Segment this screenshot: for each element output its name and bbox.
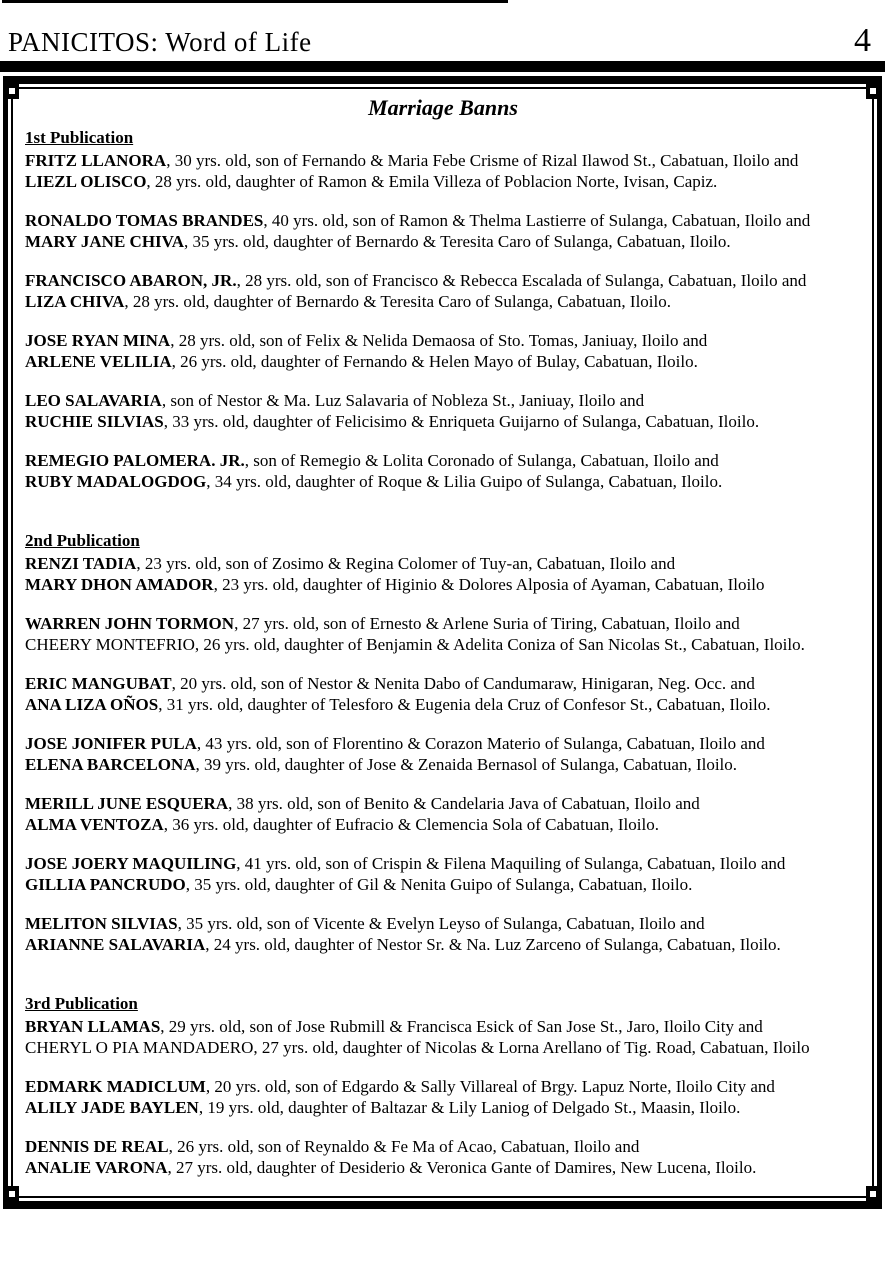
entry-detail: , 20 yrs. old, son of Edgardo & Sally Villareal of Brgy. Lapuz Norte, Iloilo City and: [205, 1077, 775, 1096]
section-heading: 2nd Publication: [25, 531, 140, 550]
banns-entry: [16, 853, 870, 895]
person-name: REMEGIO PALOMERA. JR.: [25, 451, 245, 470]
person-name: ALMA VENTOZA: [25, 815, 164, 834]
entry-line: [16, 553, 870, 574]
person-name: JOSE RYAN MINA: [25, 331, 171, 350]
entry-detail: , 26 yrs. old, daughter of Benjamin & Adelita Coniza of San Nicolas St., Cabatuan, Iloilo.: [194, 635, 805, 654]
banns-entry: [16, 613, 870, 655]
person-name: ARLENE VELILIA: [25, 352, 172, 371]
person-name: MELITON SILVIAS: [25, 914, 178, 933]
frame-corner-notch: [870, 1191, 876, 1197]
entry-detail: , 24 yrs. old, daughter of Nestor Sr. & Na. Luz Zarceno of Sulanga, Cabatuan, Iloilo.: [205, 935, 781, 954]
person-name: ELENA BARCELONA: [25, 755, 196, 774]
person-name: CHEERY MONTEFRIO: [25, 635, 195, 654]
entry-line: [16, 694, 870, 715]
entry-detail: , 43 yrs. old, son of Florentino & Corazon Materio of Sulanga, Cabatuan, Iloilo and: [196, 734, 765, 753]
person-name: ANA LIZA OÑOS: [25, 695, 159, 714]
marriage-banns-frame: [3, 76, 882, 1209]
entry-line: [16, 150, 870, 171]
person-name: FRITZ LLANORA: [25, 151, 167, 170]
entry-line: [16, 171, 870, 192]
banns-entry: [16, 450, 870, 492]
entry-line: [16, 793, 870, 814]
entry-line: [16, 913, 870, 934]
entry-line: [16, 231, 870, 252]
person-name: MERILL JUNE ESQUERA: [25, 794, 229, 813]
entry-line: [16, 1136, 870, 1157]
banns-entry: [16, 270, 870, 312]
entry-line: [16, 853, 870, 874]
person-name: LIZA CHIVA: [25, 292, 125, 311]
header-rule: [0, 61, 885, 72]
newsletter-title: PANICITOS: Word of Life: [8, 27, 312, 57]
entry-detail: , 33 yrs. old, daughter of Felicisimo & Enriqueta Guijarno of Sulanga, Cabatuan, Iloilo.: [163, 412, 760, 431]
entry-detail: , 27 yrs. old, daughter of Desiderio & Veronica Gante of Damires, New Lucena, Iloilo.: [167, 1158, 757, 1177]
entry-line: [16, 351, 870, 372]
banns-entry: [16, 1076, 870, 1118]
entry-detail: , 31 yrs. old, daughter of Telesforo & Eugenia dela Cruz of Confesor St., Cabatuan, Iloilo.: [158, 695, 771, 714]
person-name: WARREN JOHN TORMON: [25, 614, 235, 633]
publication-section: [16, 993, 870, 1178]
entry-detail: , 27 yrs. old, son of Ernesto & Arlene Suria of Tiring, Cabatuan, Iloilo and: [234, 614, 740, 633]
page-number: 4: [854, 22, 871, 59]
banns-entry: [16, 150, 870, 192]
entry-detail: , 28 yrs. old, daughter of Bernardo & Teresita Caro of Sulanga, Cabatuan, Iloilo.: [124, 292, 671, 311]
banns-entry: [16, 330, 870, 372]
banns-entry: [16, 390, 870, 432]
entry-detail: , 19 yrs. old, daughter of Baltazar & Lily Laniog of Delgado St., Maasin, Iloilo.: [198, 1098, 741, 1117]
person-name: LIEZL OLISCO: [25, 172, 147, 191]
entry-line: [16, 814, 870, 835]
entry-line: [16, 934, 870, 955]
section-heading: 1st Publication: [25, 128, 134, 147]
banns-entry: [16, 1016, 870, 1058]
entry-line: [16, 574, 870, 595]
person-name: MARY JANE CHIVA: [25, 232, 185, 251]
person-name: ARIANNE SALAVARIA: [25, 935, 206, 954]
banns-entry: [16, 793, 870, 835]
banns-entry: [16, 733, 870, 775]
person-name: RUCHIE SILVIAS: [25, 412, 164, 431]
banns-title: Marriage Banns: [368, 95, 518, 120]
entry-line: [16, 291, 870, 312]
entry-line: [16, 754, 870, 775]
person-name: LEO SALAVARIA: [25, 391, 162, 410]
entry-detail: , 26 yrs. old, daughter of Fernando & Helen Mayo of Bulay, Cabatuan, Iloilo.: [171, 352, 698, 371]
person-name: JOSE JONIFER PULA: [25, 734, 197, 753]
person-name: RUBY MADALOGDOG: [25, 472, 207, 491]
entry-detail: , 28 yrs. old, son of Francisco & Rebecca Escalada of Sulanga, Cabatuan, Iloilo and: [236, 271, 807, 290]
entry-detail: , 28 yrs. old, daughter of Ramon & Emila Villeza of Poblacion Norte, Ivisan, Capiz.: [146, 172, 718, 191]
person-name: RONALDO TOMAS BRANDES: [25, 211, 264, 230]
frame-corner-notch: [9, 1191, 15, 1197]
frame-middle: [3, 87, 882, 1198]
banns-entry: [16, 1136, 870, 1178]
entry-line: [16, 673, 870, 694]
entry-line: [16, 390, 870, 411]
entry-detail: , 23 yrs. old, daughter of Higinio & Dolores Alposia of Ayaman, Cabatuan, Iloilo: [213, 575, 765, 594]
frame-inner: [11, 87, 874, 1198]
person-name: BRYAN LLAMAS: [25, 1017, 161, 1036]
publication-section: [16, 530, 870, 955]
entry-line: [16, 1097, 870, 1118]
person-name: ERIC MANGUBAT: [25, 674, 172, 693]
banns-entry: [16, 673, 870, 715]
scan-artifact-line: [2, 0, 508, 3]
entry-line: [16, 1157, 870, 1178]
entry-line: [16, 330, 870, 351]
person-name: FRANCISCO ABARON, JR.: [25, 271, 237, 290]
entry-detail: , 34 yrs. old, daughter of Roque & Lilia Guipo of Sulanga, Cabatuan, Iloilo.: [206, 472, 723, 491]
entry-line: [16, 270, 870, 291]
person-name: EDMARK MADICLUM: [25, 1077, 206, 1096]
person-name: RENZI TADIA: [25, 554, 137, 573]
entry-detail: , 23 yrs. old, son of Zosimo & Regina Colomer of Tuy-an, Cabatuan, Iloilo and: [136, 554, 676, 573]
banns-entry: [16, 913, 870, 955]
entry-line: [16, 1016, 870, 1037]
entry-line: [16, 1037, 870, 1058]
entry-line: [16, 471, 870, 492]
entry-detail: , son of Nestor & Ma. Luz Salavaria of Nobleza St., Janiuay, Iloilo and: [161, 391, 645, 410]
frame-top-border: [3, 76, 882, 84]
person-name: DENNIS DE REAL: [25, 1137, 169, 1156]
entry-detail: , 28 yrs. old, son of Felix & Nelida Demaosa of Sto. Tomas, Janiuay, Iloilo and: [170, 331, 708, 350]
entry-detail: , 29 yrs. old, son of Jose Rubmill & Francisca Esick of San Jose St., Jaro, Iloilo City and: [160, 1017, 763, 1036]
person-name: CHERYL O PIA MANDADERO: [25, 1038, 254, 1057]
person-name: GILLIA PANCRUDO: [25, 875, 186, 894]
entry-detail: , 35 yrs. old, son of Vicente & Evelyn Leyso of Sulanga, Cabatuan, Iloilo and: [177, 914, 705, 933]
banns-entry: [16, 210, 870, 252]
publication-section: [16, 127, 870, 492]
entry-line: [16, 450, 870, 471]
frame-corner-notch: [870, 88, 876, 94]
entry-line: [16, 1076, 870, 1097]
banns-sections: [16, 127, 870, 1178]
entry-line: [16, 634, 870, 655]
person-name: ANALIE VARONA: [25, 1158, 168, 1177]
entry-line: [16, 613, 870, 634]
entry-detail: , son of Remegio & Lolita Coronado of Sulanga, Cabatuan, Iloilo and: [244, 451, 719, 470]
entry-line: [16, 210, 870, 231]
entry-detail: , 20 yrs. old, son of Nestor & Nenita Dabo of Candumaraw, Hinigaran, Neg. Occ. and: [171, 674, 755, 693]
entry-line: [16, 411, 870, 432]
entry-detail: , 26 yrs. old, son of Reynaldo & Fe Ma of Acao, Cabatuan, Iloilo and: [168, 1137, 640, 1156]
entry-detail: , 35 yrs. old, daughter of Gil & Nenita Guipo of Sulanga, Cabatuan, Iloilo.: [185, 875, 693, 894]
entry-detail: , 41 yrs. old, son of Crispin & Filena Maquiling of Sulanga, Cabatuan, Iloilo and: [236, 854, 786, 873]
banns-entry: [16, 553, 870, 595]
entry-detail: , 38 yrs. old, son of Benito & Candelaria Java of Cabatuan, Iloilo and: [228, 794, 700, 813]
person-name: JOSE JOERY MAQUILING: [25, 854, 237, 873]
entry-detail: , 36 yrs. old, daughter of Eufracio & Clemencia Sola of Cabatuan, Iloilo.: [163, 815, 659, 834]
entry-detail: , 27 yrs. old, daughter of Nicolas & Lorna Arellano of Tig. Road, Cabatuan, Iloilo: [253, 1038, 810, 1057]
entry-detail: , 39 yrs. old, daughter of Jose & Zenaida Bernasol of Sulanga, Cabatuan, Iloilo.: [195, 755, 738, 774]
entry-detail: , 30 yrs. old, son of Fernando & Maria Febe Crisme of Rizal Ilawod St., Cabatuan, Iloilo and: [166, 151, 799, 170]
frame-bottom-border: [3, 1201, 882, 1209]
frame-corner-notch: [9, 88, 15, 94]
entry-detail: , 40 yrs. old, son of Ramon & Thelma Lastierre of Sulanga, Cabatuan, Iloilo and: [263, 211, 811, 230]
page-header: [0, 0, 885, 58]
section-heading: 3rd Publication: [25, 994, 138, 1013]
person-name: ALILY JADE BAYLEN: [25, 1098, 199, 1117]
entry-line: [16, 874, 870, 895]
entry-detail: , 35 yrs. old, daughter of Bernardo & Teresita Caro of Sulanga, Cabatuan, Iloilo.: [184, 232, 731, 251]
person-name: MARY DHON AMADOR: [25, 575, 214, 594]
entry-line: [16, 733, 870, 754]
